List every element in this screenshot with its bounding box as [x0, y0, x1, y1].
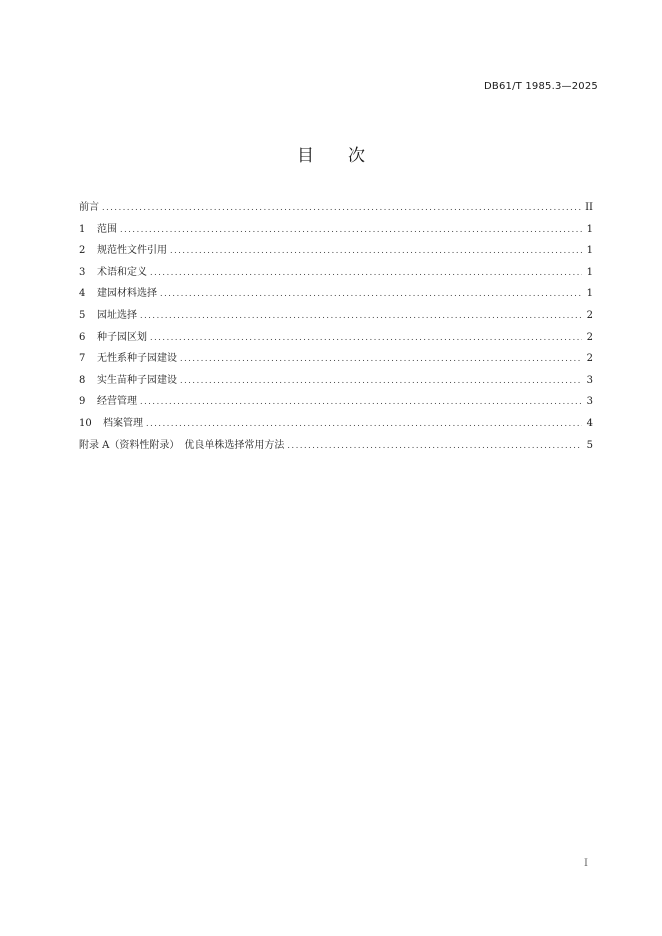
toc-entry-5[interactable]	[79, 306, 593, 328]
toc-entry-label: 附录 A（资料性附录） 优良单株选择常用方法	[79, 439, 285, 451]
toc-entry-label: 经营管理	[97, 396, 137, 408]
toc-entry-label: 术语和定义	[97, 266, 147, 278]
toc-entry-7[interactable]	[79, 349, 593, 371]
toc-leader-dots	[170, 246, 582, 255]
toc-entry-page: 4	[586, 417, 593, 429]
toc-entry-number: 10	[79, 417, 92, 429]
page-title	[0, 146, 662, 166]
document-code: DB61/T 1985.3—2025	[484, 81, 598, 92]
toc-entry-page: 1	[586, 266, 593, 278]
toc-entry-label: 档案管理	[103, 417, 143, 429]
toc-entry-4[interactable]	[79, 284, 593, 306]
toc-leader-dots	[102, 203, 582, 212]
toc-entry-label: 建园材料选择	[97, 288, 157, 300]
toc-entry-label: 种子园区划	[97, 331, 147, 343]
toc-entry-2[interactable]	[79, 241, 593, 263]
toc-entry-page: 1	[586, 288, 593, 300]
toc-entry-number: 4	[79, 288, 86, 300]
toc-entry-page: 3	[586, 374, 593, 386]
toc-entry-foreword[interactable]	[79, 198, 593, 220]
toc-entry-9[interactable]	[79, 392, 593, 414]
toc-entry-page: 1	[586, 223, 593, 235]
toc-entry-label: 实生苗种子园建设	[97, 374, 177, 386]
toc-leader-dots	[140, 397, 582, 406]
toc-leader-dots	[150, 268, 582, 277]
toc-leader-dots	[180, 376, 582, 385]
toc-leader-dots	[160, 289, 582, 298]
toc-entry-10[interactable]	[79, 414, 593, 436]
toc-entry-appendix-a[interactable]	[79, 436, 593, 458]
toc-entry-number: 7	[79, 353, 86, 365]
table-of-contents	[79, 198, 593, 457]
toc-entry-6[interactable]	[79, 328, 593, 350]
toc-leader-dots	[287, 441, 582, 450]
toc-entry-page: 3	[586, 396, 593, 408]
toc-leader-dots	[140, 311, 582, 320]
page-number: I	[584, 858, 588, 869]
toc-entry-label: 无性系种子园建设	[97, 353, 177, 365]
toc-entry-page: 2	[586, 353, 593, 365]
toc-entry-page: 5	[586, 439, 593, 451]
toc-leader-dots	[150, 333, 582, 342]
toc-entry-number: 8	[79, 374, 86, 386]
toc-entry-number: 2	[79, 245, 86, 257]
toc-entry-number: 5	[79, 309, 86, 321]
toc-entry-number: 9	[79, 396, 86, 408]
page-title-char-2: 次	[348, 146, 365, 166]
toc-leader-dots	[120, 225, 582, 234]
toc-entry-number: 1	[79, 223, 86, 235]
toc-entry-label: 范围	[97, 223, 117, 235]
toc-entry-1[interactable]	[79, 220, 593, 242]
toc-leader-dots	[180, 354, 582, 363]
toc-entry-label: 园址选择	[97, 309, 137, 321]
toc-entry-label: 前言	[79, 202, 99, 213]
toc-entry-page: 2	[586, 331, 593, 343]
toc-leader-dots	[146, 419, 582, 428]
toc-entry-number: 6	[79, 331, 86, 343]
page-title-char-1: 目	[297, 146, 314, 166]
toc-entry-page: II	[585, 202, 593, 213]
toc-entry-label: 规范性文件引用	[97, 245, 167, 257]
toc-entry-number: 3	[79, 266, 86, 278]
toc-entry-3[interactable]	[79, 263, 593, 285]
toc-entry-page: 2	[586, 309, 593, 321]
toc-entry-8[interactable]	[79, 371, 593, 393]
toc-entry-page: 1	[586, 245, 593, 257]
